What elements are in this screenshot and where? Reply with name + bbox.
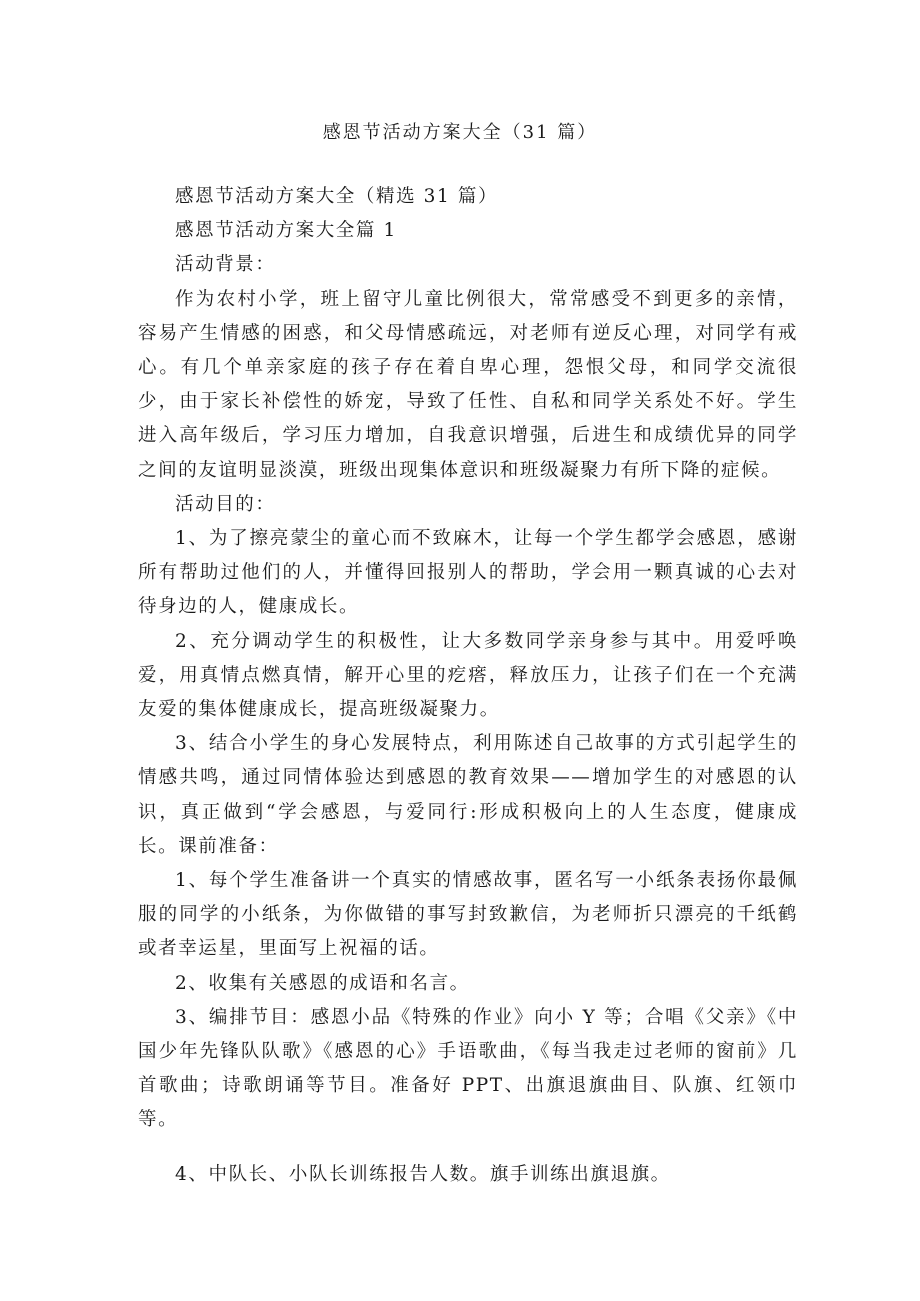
preparation-item-1: 1、每个学生准备讲一个真实的情感故事，匿名写一小纸条表扬你最佩服的同学的小纸条，为你做错的事写封致歉信，为老师折只漂亮的千纸鹤或者幸运星，里面写上祝福的话。 [138,870,798,960]
subtitle-paragraph: 感恩节活动方案大全（精选 31 篇） [175,186,499,207]
purpose-item-3: 3、结合小学生的身心发展特点，利用陈述自己故事的方式引起学生的情感共鸣，通过同情体验达到感恩的教育效果——增加学生的对感恩的认识，真正做到“学会感恩，与爱同行:形成积极向上的人生态度，健康成长。课前准备： [138,733,798,857]
section-heading: 感恩节活动方案大全篇 1 [175,220,397,242]
background-heading: 活动背景： [175,254,276,276]
purpose-heading: 活动目的： [175,493,276,515]
preparation-item-3: 3、编排节目：感恩小品《特殊的作业》向小 Y 等；合唱《父亲》《中国少年先锋队队歌》《感恩的心》手语歌曲，《每当我走过老师的窗前》几首歌曲；诗歌朗诵等节目。准备好 PPT、出旗退旗曲目、队旗、红领巾等。 [138,1006,798,1131]
document-body [138,180,798,1192]
background-paragraph: 作为农村小学，班上留守儿童比例很大，常常感受不到更多的亲情，容易产生情感的困惑，和父母情感疏远，对老师有逆反心理，对同学有戒心。有几个单亲家庭的孩子存在着自卑心理，怨恨父母，和同学交流很少，由于家长补偿性的娇宠，导致了任性、自私和同学关系处不好。学生进入高年级后，学习压力增加，自我意识增强，后进生和成绩优异的同学之间的友谊明显淡漠，班级出现集体意识和班级凝聚力有所下降的症候。 [138,288,798,481]
document-title: 感恩节活动方案大全（31 篇） [322,122,598,143]
purpose-item-2: 2、充分调动学生的积极性，让大多数同学亲身参与其中。用爱呼唤爱，用真情点燃真情，解开心里的疙瘩，释放压力，让孩子们在一个充满友爱的集体健康成长，提高班级凝聚力。 [138,630,798,721]
preparation-item-2: 2、收集有关感恩的成语和名言。 [175,972,470,994]
preparation-item-4: 4、中队长、小队长训练报告人数。旗手训练出旗退旗。 [175,1163,671,1185]
purpose-item-1: 1、为了擦亮蒙尘的童心而不致麻木，让每一个学生都学会感恩，感谢所有帮助过他们的人，并懂得回报别人的帮助，学会用一颗真诚的心去对待身边的人，健康成长。 [138,528,798,618]
